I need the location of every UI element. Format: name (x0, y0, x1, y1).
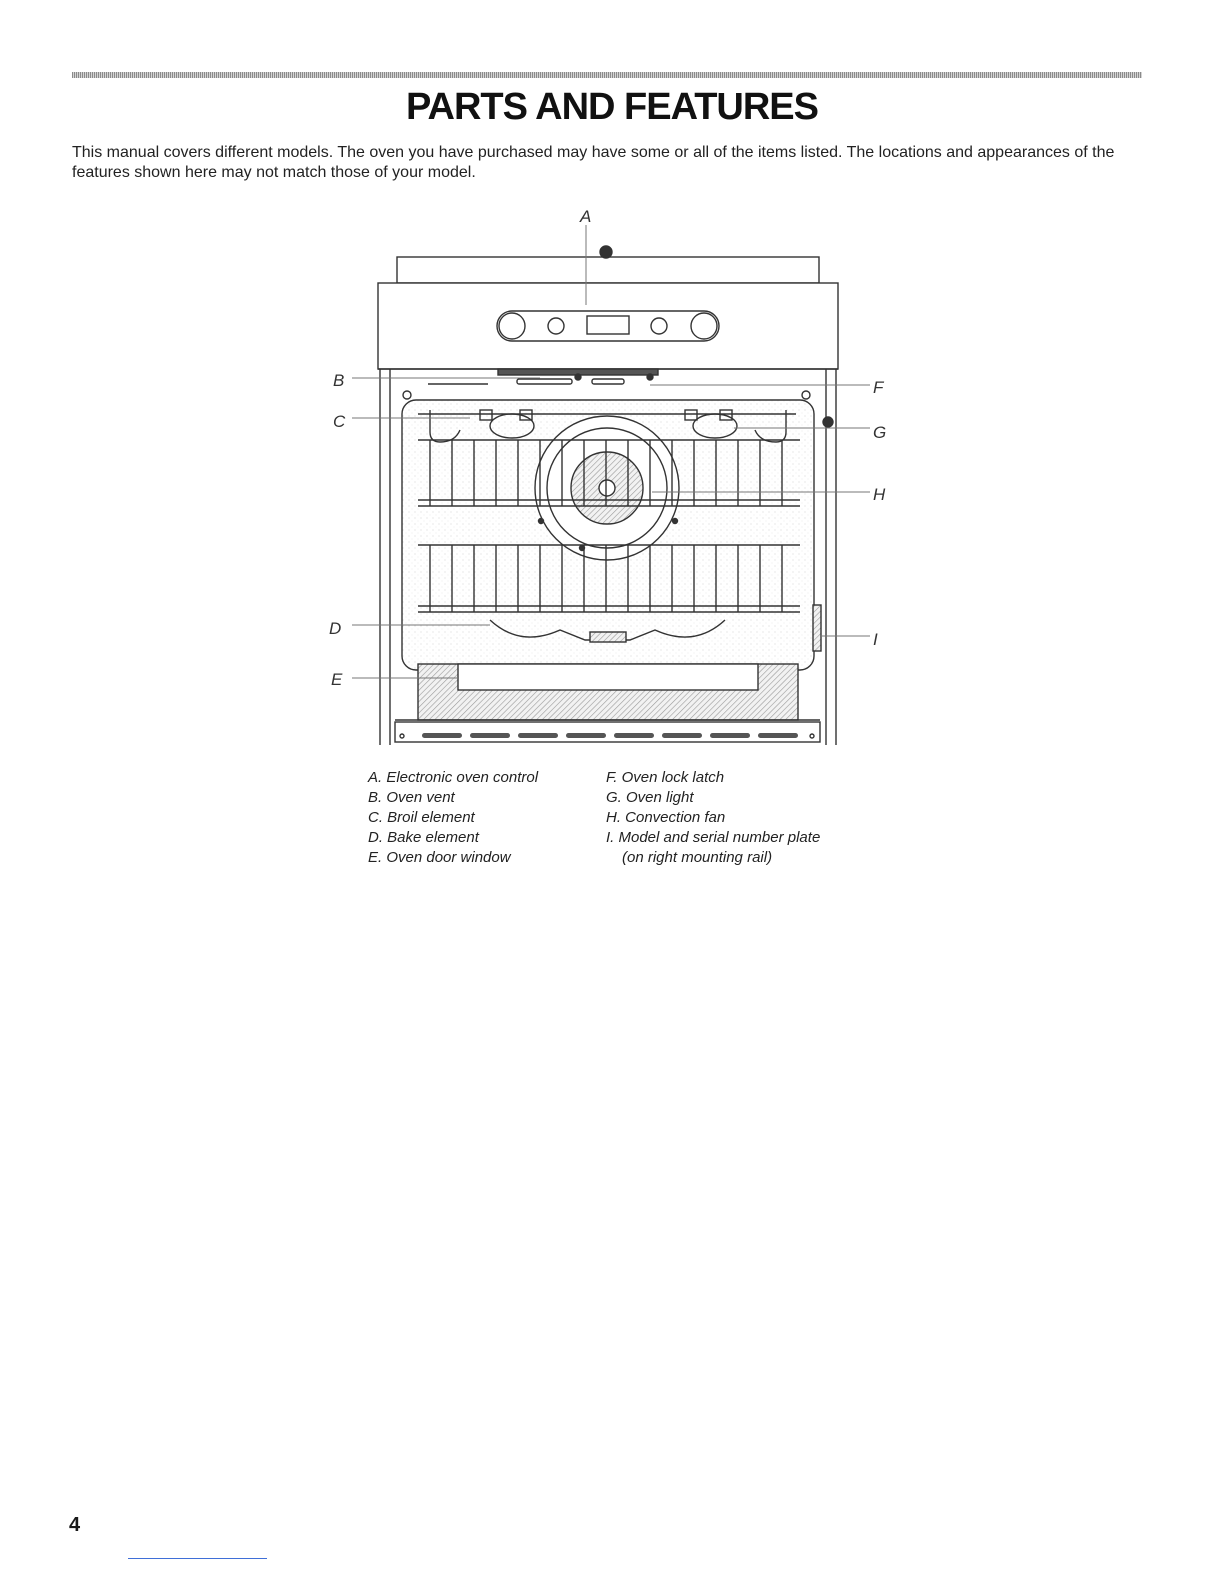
callout-D: D (329, 619, 342, 638)
legend-item-oven-vent: B. Oven vent (368, 789, 455, 806)
callout-F: F (873, 378, 884, 397)
legend-item-convection-fan: H. Convection fan (606, 809, 726, 826)
callout-G: G (873, 423, 887, 442)
legend-item-oven-lock-latch: F. Oven lock latch (606, 769, 725, 786)
model-serial-plate (813, 605, 821, 651)
control-panel (378, 283, 838, 369)
legend-item-mounting-rail-note: (on right mounting rail) (622, 849, 773, 866)
top-trim (397, 257, 819, 283)
callout-B: B (333, 371, 345, 390)
oven-diagram (0, 0, 1224, 760)
oven-light-bulb (823, 417, 833, 427)
page-number: 4 (69, 1514, 81, 1536)
oven-illustration (378, 246, 838, 745)
legend-item-bake-element: D. Bake element (368, 829, 479, 846)
page-title: PARTS AND FEATURES (406, 86, 818, 128)
callout-H: H (873, 485, 886, 504)
legend-item-oven-light: G. Oven light (606, 789, 694, 806)
legend-item-electronic-oven-control: A. Electronic oven control (368, 769, 539, 786)
top-bolt (600, 246, 612, 258)
legend-right (606, 768, 820, 868)
legend-item-oven-door-window: E. Oven door window (368, 849, 511, 866)
oven-door-window (458, 664, 758, 690)
legend-item-model-serial-plate: I. Model and serial number plate (606, 829, 821, 846)
legend-item-broil-element: C. Broil element (368, 809, 475, 826)
callout-E: E (331, 670, 343, 689)
legend-left (368, 768, 538, 868)
intro-paragraph: This manual covers different models. The oven you have purchased may have some or all of the items listed. The locations and appearances of the features shown here may not match those of your model. (72, 144, 1115, 181)
callout-A: A (580, 207, 592, 226)
callout-I: I (873, 630, 878, 649)
footer-link-underline (128, 1558, 267, 1559)
callout-C: C (333, 412, 346, 431)
